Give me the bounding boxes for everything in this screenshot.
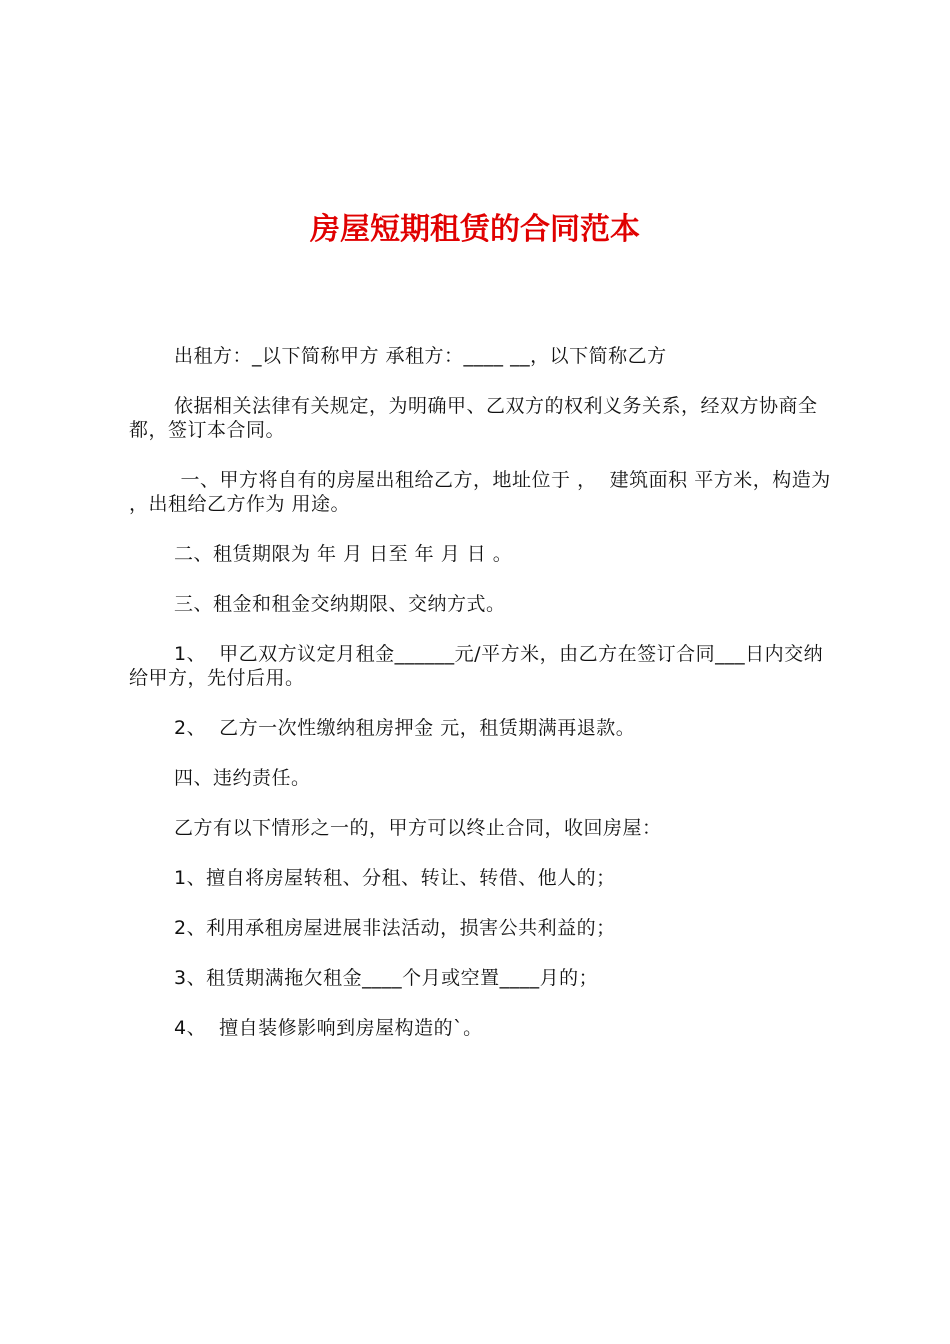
paragraph-clause-3-1: 1、 甲乙双方议定月租金______元/平方米，由乙方在签订合同___日内交纳给甲方，先付后用。: [129, 643, 824, 689]
paragraph-clause-4: 四、违约责任。: [174, 767, 311, 789]
paragraph-clause-1: 一、甲方将自有的房屋出租给乙方，地址位于 ， 建筑面积 平方米，构造为 ，出租给乙方作为 用途。: [129, 469, 838, 515]
paragraph-preamble: 依据相关法律有关规定，为明确甲、乙双方的权利义务关系，经双方协商全都，签订本合同。: [129, 395, 818, 441]
document-body: [129, 344, 838, 1040]
paragraph-termination-4: 4、 擅自装修影响到房屋构造的`。: [174, 1017, 483, 1039]
paragraph-termination-intro: 乙方有以下情形之一的，甲方可以终止合同，收回房屋：: [174, 817, 662, 839]
document-title: 房屋短期租赁的合同范本: [310, 212, 640, 247]
paragraph-termination-2: 2、利用承租房屋进展非法活动，损害公共利益的；: [174, 917, 616, 939]
paragraph-parties: 出租方：_以下简称甲方 承租方：____ __，以下简称乙方: [174, 345, 667, 367]
paragraph-clause-3: 三、租金和租金交纳期限、交纳方式。: [174, 593, 506, 615]
paragraph-termination-1: 1、擅自将房屋转租、分租、转让、转借、他人的；: [174, 867, 616, 889]
paragraph-termination-3: 3、租赁期满拖欠租金____个月或空置____月的；: [174, 967, 599, 989]
paragraph-clause-3-2: 2、 乙方一次性缴纳租房押金 元，租赁期满再退款。: [174, 717, 636, 739]
paragraph-clause-2: 二、租赁期限为 年 月 日至 年 月 日 。: [174, 543, 513, 565]
